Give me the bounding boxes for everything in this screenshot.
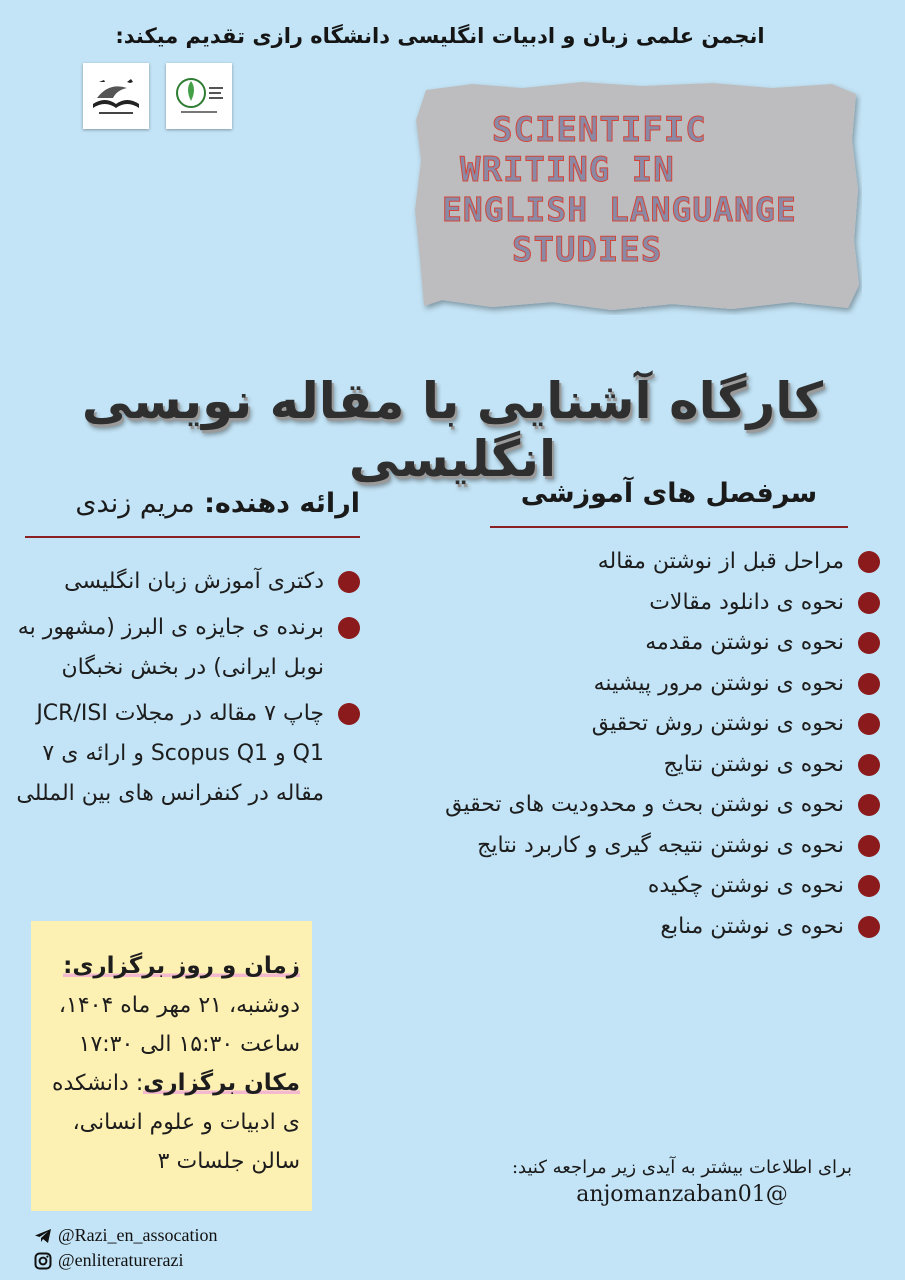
list-item: نحوه ی نوشتن بحث و محدودیت های تحقیق: [390, 785, 880, 826]
list-item: نحوه ی دانلود مقالات: [390, 583, 880, 624]
book-bird-logo-icon: [87, 74, 145, 118]
place-label: مکان برگزاری: [143, 1070, 300, 1096]
banner-line-4: STUDIES: [512, 230, 663, 270]
contact-handle[interactable]: @anjomanzaban01: [576, 1182, 788, 1207]
event-info-box: [31, 921, 312, 1211]
contact-note: برای اطلاعات بیشتر به آیدی زیر مراجعه کنید:: [511, 1157, 852, 1178]
presenter-heading: [25, 488, 360, 519]
banner-title: [432, 110, 852, 270]
workshop-title: کارگاه آشنایی با مقاله نویسی انگلیسی: [81, 372, 824, 488]
list-item: نحوه ی نوشتن روش تحقیق: [390, 704, 880, 745]
telegram-link[interactable]: [33, 1225, 218, 1246]
bullet-icon: [858, 794, 880, 816]
bullet-icon: [858, 835, 880, 857]
bullet-icon: [858, 592, 880, 614]
telegram-icon: [33, 1226, 53, 1246]
place-value: دانشکده ی ادبیات و علوم انسانی، سالن جلسات ۳: [51, 1071, 300, 1174]
time-value: دوشنبه، ۲۱ مهر ماه ۱۴۰۴، ساعت ۱۵:۳۰ الی ۱۷:۳۰: [58, 993, 300, 1057]
bullet-icon: [858, 551, 880, 573]
presenter-label: ارائه دهنده:: [204, 488, 360, 519]
place-colon: :: [135, 1071, 144, 1096]
bullet-icon: [338, 571, 360, 593]
presenter-name: مریم زندی: [75, 488, 195, 519]
bullet-icon: [858, 632, 880, 654]
contact-info: [488, 1157, 876, 1207]
telegram-handle: @Razi_en_assocation: [58, 1225, 218, 1245]
bullet-icon: [338, 703, 360, 725]
university-logo: [166, 63, 232, 129]
bullet-icon: [338, 617, 360, 639]
list-item: نحوه ی نوشتن مقدمه: [390, 623, 880, 664]
list-item: نحوه ی نوشتن چکیده: [390, 866, 880, 907]
workshop-banner: [412, 80, 862, 315]
topics-divider: [490, 526, 848, 528]
list-item: نحوه ی نوشتن نتایج: [390, 745, 880, 786]
bullet-icon: [858, 673, 880, 695]
list-item: برنده ی جایزه ی البرز (مشهور به نوبل ایرانی) در بخش نخبگان: [15, 608, 360, 688]
bullet-icon: [858, 754, 880, 776]
list-item: نحوه ی نوشتن نتیجه گیری و کاربرد نتایج: [390, 826, 880, 867]
header-presenting-text: انجمن علمی زبان و ادبیات انگلیسی دانشگاه رازی تقدیم میکند:: [115, 24, 765, 48]
list-item: مراحل قبل از نوشتن مقاله: [390, 542, 880, 583]
instagram-link[interactable]: [33, 1250, 184, 1271]
list-item: چاپ ۷ مقاله در مجلات JCR/ISI Q1 و Scopus Q1 و ارائه ی ۷ مقاله در کنفرانس های بین المللی: [15, 694, 360, 814]
topics-heading: سرفصل های آموزشی: [520, 478, 818, 509]
bullet-icon: [858, 875, 880, 897]
flame-emblem-logo-icon: [171, 71, 227, 121]
banner-line-2: WRITING IN: [460, 150, 675, 190]
bullet-icon: [858, 713, 880, 735]
list-item: نحوه ی نوشتن منابع: [390, 907, 880, 948]
banner-line-1: SCIENTIFIC: [492, 110, 707, 150]
list-item: نحوه ی نوشتن مرور پیشینه: [390, 664, 880, 705]
presenter-credentials: [15, 562, 360, 820]
banner-line-3: ENGLISH LANGUANGE: [442, 190, 797, 229]
instagram-handle: @enliteraturerazi: [58, 1250, 184, 1270]
time-label: زمان و روز برگزاری:: [63, 953, 300, 979]
instagram-icon: [33, 1251, 53, 1271]
presenter-divider: [25, 536, 360, 538]
association-logo: [83, 63, 149, 129]
bullet-icon: [858, 916, 880, 938]
list-item: دکتری آموزش زبان انگلیسی: [15, 562, 360, 602]
topics-list: [390, 542, 880, 947]
